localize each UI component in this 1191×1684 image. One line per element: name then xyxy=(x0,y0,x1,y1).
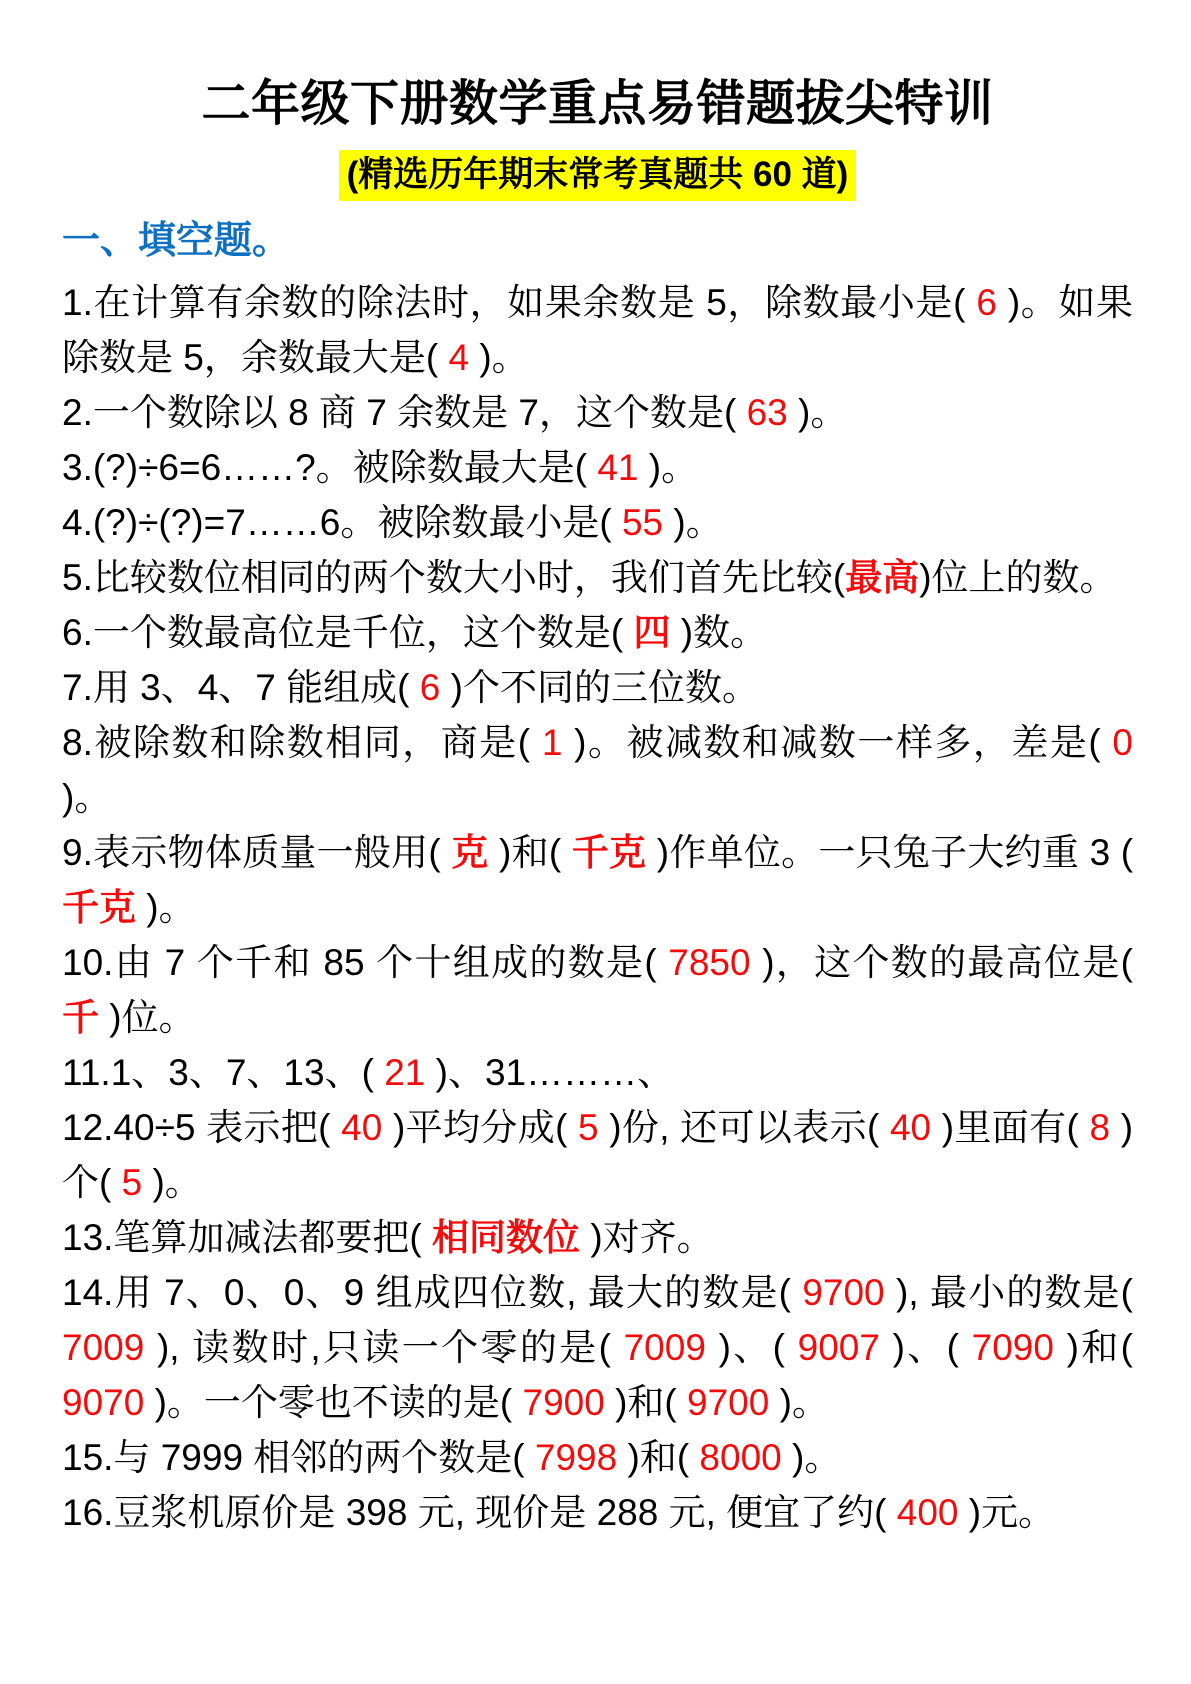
question-1 xyxy=(62,275,1133,385)
question-5 xyxy=(62,550,1133,605)
question-text: )。 xyxy=(136,886,196,928)
answer-value: 63 xyxy=(746,391,788,433)
answer-value: 四 xyxy=(633,611,671,653)
answer-value: 7090 xyxy=(971,1326,1054,1368)
question-text: )，这个数的最高位是( xyxy=(750,941,1134,983)
question-text: )里面有( xyxy=(931,1106,1090,1148)
question-text: 16.豆浆机原价是 398 元, 现价是 288 元, 便宜了约( xyxy=(62,1491,897,1533)
answer-value: 40 xyxy=(341,1106,383,1148)
answer-value: 7900 xyxy=(522,1381,605,1423)
question-text: )位上的数。 xyxy=(919,556,1117,598)
answer-value: 41 xyxy=(597,446,639,488)
page-subtitle: (精选历年期末常考真题共 60 道) xyxy=(339,150,857,202)
question-text: )。 xyxy=(62,776,112,818)
question-text: 10.由 7 个千和 85 个十组成的数是( xyxy=(62,941,669,983)
question-text: )。一个零也不读的是( xyxy=(144,1381,523,1423)
answer-value: 最高 xyxy=(845,556,920,598)
question-text: 11.1、3、7、13、( xyxy=(62,1051,385,1093)
question-text: 15.与 7999 相邻的两个数是( xyxy=(62,1436,535,1478)
question-4 xyxy=(62,495,1133,550)
question-text: )和( xyxy=(604,1381,688,1423)
question-text: )和( xyxy=(617,1436,700,1478)
question-8 xyxy=(62,715,1133,825)
question-text: )份, 还可以表示( xyxy=(598,1106,890,1148)
question-11 xyxy=(62,1045,1133,1100)
answer-value: 7009 xyxy=(62,1326,145,1368)
answer-value: 0 xyxy=(1112,721,1133,763)
answer-value: 55 xyxy=(621,501,664,543)
question-text: 8.被除数和除数相同，商是( xyxy=(62,721,542,763)
question-6 xyxy=(62,605,1133,660)
answer-value: 7850 xyxy=(668,941,751,983)
question-text: 14.用 7、0、0、9 组成四位数, 最大的数是( xyxy=(62,1271,803,1313)
question-13 xyxy=(62,1210,1133,1265)
question-text: )作单位。一只兔子大约重 3 ( xyxy=(646,831,1134,873)
question-text: )个( xyxy=(62,1106,1134,1203)
question-text: 3.(?)÷6=6……?。被除数最大是( xyxy=(62,446,598,488)
answer-value: 6 xyxy=(976,281,997,323)
question-text: 6.一个数最高位是千位，这个数是( xyxy=(62,611,634,653)
question-12 xyxy=(62,1100,1133,1210)
answer-value: 千克 xyxy=(571,831,647,873)
answer-value: 4 xyxy=(448,336,470,378)
question-text: )个不同的三位数。 xyxy=(440,666,759,708)
answer-value: 克 xyxy=(451,831,489,873)
question-text: 7.用 3、4、7 能组成( xyxy=(62,666,420,708)
question-text: )。 xyxy=(142,1161,202,1203)
answer-value: 千 xyxy=(62,996,99,1038)
answer-value: 千克 xyxy=(62,886,136,928)
answer-value: 1 xyxy=(541,721,563,763)
question-text: )。 xyxy=(769,1381,829,1423)
question-text: )。 xyxy=(638,446,699,488)
answer-value: 9007 xyxy=(797,1326,880,1368)
answer-value: 21 xyxy=(384,1051,426,1093)
question-text: 4.(?)÷(?)=7……6。被除数最小是( xyxy=(62,501,622,543)
subtitle-row xyxy=(62,150,1133,202)
answer-value: 7998 xyxy=(534,1436,618,1478)
question-10 xyxy=(62,935,1133,1045)
question-text: ), 最小的数是( xyxy=(884,1271,1134,1313)
question-text: )。如果除数是 5，余数最大是( xyxy=(62,281,1133,378)
question-text: ), 读数时,只读一个零的是( xyxy=(144,1326,624,1368)
question-9 xyxy=(62,825,1133,935)
question-2 xyxy=(62,385,1133,440)
question-15 xyxy=(62,1430,1133,1485)
question-3 xyxy=(62,440,1133,495)
answer-value: 9700 xyxy=(802,1271,885,1313)
question-text: )。 xyxy=(781,1436,842,1478)
answer-value: 5 xyxy=(578,1106,599,1148)
question-text: )位。 xyxy=(99,996,196,1038)
question-text: )数。 xyxy=(670,611,768,653)
question-text: )元。 xyxy=(958,1491,1056,1533)
question-text: )。 xyxy=(787,391,848,433)
question-text: )和( xyxy=(1053,1326,1133,1368)
section-heading-fill-in-blanks: 一、填空题。 xyxy=(62,220,291,263)
question-14 xyxy=(62,1265,1133,1430)
answer-value: 8000 xyxy=(699,1436,782,1478)
answer-value: 相同数位 xyxy=(432,1216,581,1258)
question-text: 5.比较数位相同的两个数大小时，我们首先比较( xyxy=(62,556,846,598)
question-text: )和( xyxy=(488,831,572,873)
answer-value: 400 xyxy=(896,1491,959,1533)
answer-value: 9700 xyxy=(687,1381,770,1423)
question-text: )。被减数和减数一样多，差是( xyxy=(562,721,1113,763)
question-16 xyxy=(62,1485,1133,1540)
question-text: 13.笔算加减法都要把( xyxy=(62,1216,433,1258)
question-text: )、( xyxy=(879,1326,972,1368)
question-text: )。 xyxy=(469,336,529,378)
questions-list xyxy=(62,275,1133,1540)
question-text: )。 xyxy=(663,501,723,543)
answer-value: 7009 xyxy=(623,1326,706,1368)
page-title: 二年级下册数学重点易错题拔尖特训 xyxy=(201,77,994,131)
answer-value: 6 xyxy=(419,666,441,708)
question-7 xyxy=(62,660,1133,715)
question-text: )、( xyxy=(705,1326,798,1368)
question-text: 2.一个数除以 8 商 7 余数是 7，这个数是( xyxy=(62,391,747,433)
question-text: 1.在计算有余数的除法时，如果余数是 5，除数最小是( xyxy=(62,281,977,323)
question-text: 9.表示物体质量一般用( xyxy=(62,831,452,873)
answer-value: 9070 xyxy=(62,1381,145,1423)
question-text: 12.40÷5 表示把( xyxy=(62,1106,342,1148)
question-text: )、31………、 xyxy=(425,1051,675,1093)
question-text: )平均分成( xyxy=(382,1106,579,1148)
question-text: )对齐。 xyxy=(580,1216,714,1258)
answer-value: 5 xyxy=(121,1161,143,1203)
answer-value: 40 xyxy=(889,1106,932,1148)
answer-value: 8 xyxy=(1089,1106,1111,1148)
